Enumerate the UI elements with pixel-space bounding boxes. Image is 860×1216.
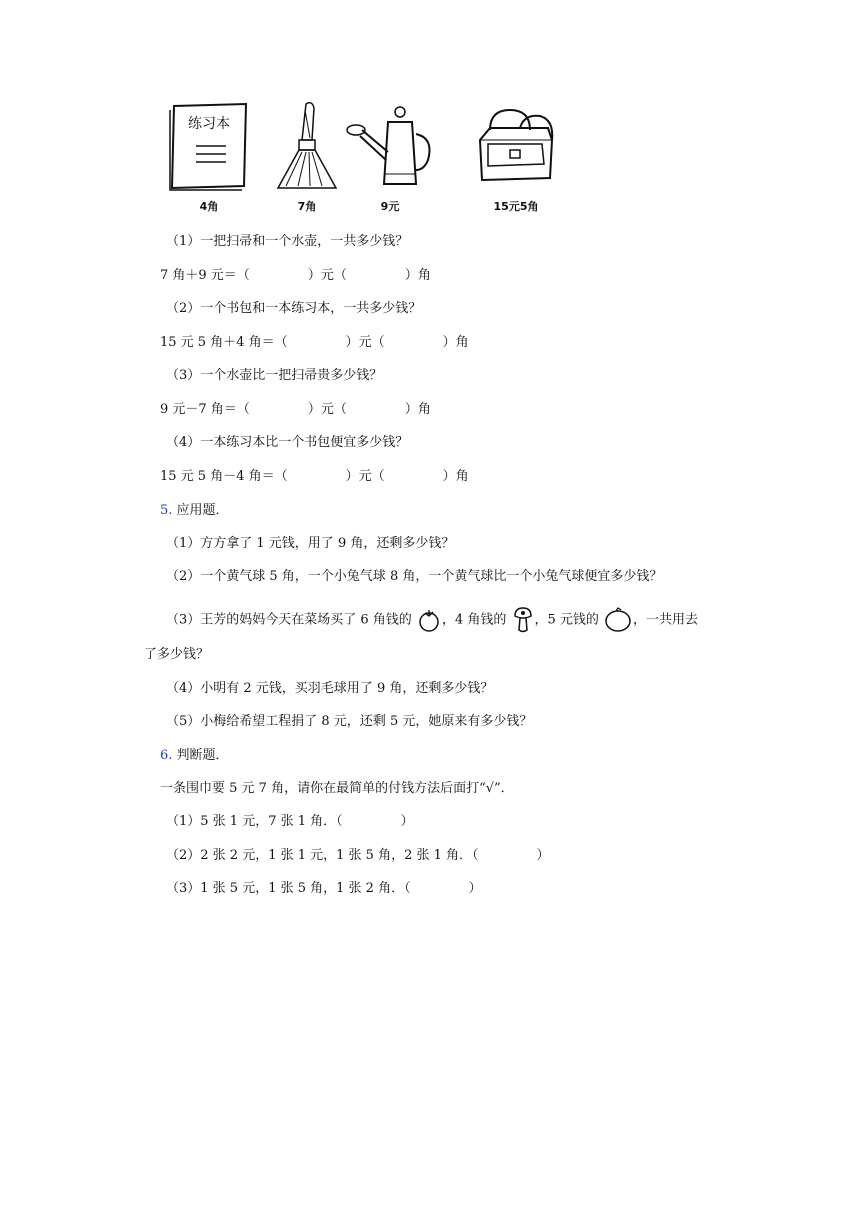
s4-q3-eq-b: ）元（	[307, 402, 347, 417]
s5-heading	[160, 499, 229, 518]
s6-q2-close: ）	[536, 848, 550, 863]
s5-q3-d: ，一共用去	[633, 612, 699, 628]
s6-title: 判断题．	[176, 748, 229, 763]
price-broom: 7角	[297, 200, 317, 213]
price-schoolbag: 15元5角	[493, 200, 539, 213]
s4-q1-eq-c: ）角	[404, 268, 431, 283]
s5-q3	[166, 606, 698, 634]
s6-q2-text: （2）2 张 2 元，1 张 1 元，1 张 5 角，2 张 1 角．（	[166, 848, 479, 863]
s5-q5: （5）小梅给希望工程捐了 8 元，还剩 5 元，她原来有多少钱？	[166, 714, 533, 729]
s4-q4-eq-b: ）元（	[345, 469, 385, 484]
s5-number: 5.	[160, 503, 173, 518]
notebook-label: 练习本	[188, 116, 230, 132]
s5-q3-c: ，5 元钱的	[534, 612, 599, 628]
price-notebook: 4角	[199, 200, 219, 213]
s4-q1: （1）一把扫帚和一个水壶，一共多少钱？	[166, 234, 409, 249]
s4-q4: （4）一本练习本比一个书包便宜多少钱？	[166, 435, 409, 450]
s4-q2-eq-c: ）角	[442, 335, 469, 350]
s6-q1-close: ）	[400, 814, 414, 829]
price-kettle: 9元	[380, 200, 400, 213]
broom-icon	[272, 100, 342, 192]
item-schoolbag	[470, 100, 562, 214]
s4-q2-eq-a: 15 元 5 角＋4 角＝（	[160, 335, 288, 350]
s4-q4-equation	[160, 465, 469, 484]
s6-q3-close: ）	[468, 881, 482, 896]
s5-title: 应用题．	[176, 503, 229, 518]
s4-q4-eq-a: 15 元 5 角－4 角＝（	[160, 469, 288, 484]
s6-q1-text: （1）5 张 1 元，7 张 1 角．（	[166, 814, 343, 829]
s6-number: 6.	[160, 748, 173, 763]
s5-q3-b: ，4 角钱的	[441, 612, 507, 628]
s5-q4: （4）小明有 2 元钱，买羽毛球用了 9 角，还剩多少钱？	[166, 681, 494, 696]
s6-q2	[166, 844, 550, 863]
s4-q1-eq-a: 7 角＋9 元＝（	[160, 268, 250, 283]
item-kettle	[344, 100, 436, 214]
s4-q1-eq-b: ）元（	[307, 268, 347, 283]
item-notebook	[166, 100, 252, 214]
s4-q4-eq-c: ）角	[442, 469, 469, 484]
s6-heading	[160, 744, 229, 763]
s4-q3: （3）一个水壶比一把扫帚贵多少钱？	[166, 368, 383, 383]
s6-q3	[166, 877, 482, 896]
s4-q1-equation	[160, 264, 431, 283]
s5-q3-a: （3）王芳的妈妈今天在菜场买了 6 角钱的	[166, 612, 412, 628]
s5-q1: （1）方方拿了 1 元钱，用了 9 角，还剩多少钱？	[166, 536, 455, 551]
s6-q1	[166, 810, 414, 829]
s4-q2-eq-b: ）元（	[345, 335, 385, 350]
mushroom-icon	[511, 606, 535, 634]
s4-q3-equation	[160, 398, 431, 417]
s4-q2: （2）一个书包和一本练习本，一共多少钱？	[166, 301, 422, 316]
tomato-icon	[416, 606, 442, 634]
s5-q2: （2）一个黄气球 5 角，一个小兔气球 8 角，一个黄气球比一个小兔气球便宜多少钱？	[166, 569, 663, 584]
schoolbag-icon	[470, 100, 562, 192]
item-broom	[272, 100, 342, 214]
notebook-icon	[166, 100, 252, 192]
s6-q3-text: （3）1 张 5 元，1 张 5 角，1 张 2 角．（	[166, 881, 411, 896]
watering-can-icon	[344, 100, 436, 192]
s4-q3-eq-a: 9 元－7 角＝（	[160, 402, 250, 417]
s4-q2-equation	[160, 331, 469, 350]
s4-q3-eq-c: ）角	[404, 402, 431, 417]
price-items	[160, 100, 580, 220]
melon-icon	[603, 607, 633, 633]
s5-q3-cont: 了多少钱？	[144, 647, 210, 662]
s6-intro: 一条围巾要 5 元 7 角，请你在最简单的付钱方法后面打“√”．	[160, 781, 514, 796]
